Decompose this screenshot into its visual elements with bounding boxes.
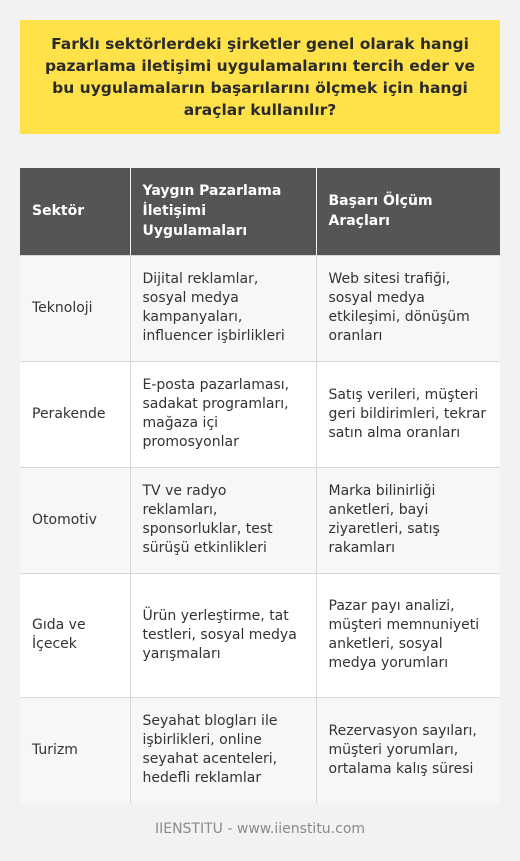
table-row [20, 361, 500, 467]
cell-sector: Otomotiv [20, 467, 130, 573]
cell-practices: E-posta pazarlaması, sadakat programları, mağaza içi promosyonlar [130, 361, 316, 467]
cell-sector: Teknoloji [20, 255, 130, 361]
footer-credit: IIENSTITU - www.iienstitu.com [154, 821, 366, 837]
table-header-row [20, 168, 500, 255]
cell-sector: Perakende [20, 361, 130, 467]
cell-tools: Satış verileri, müşteri geri bildirimleri, tekrar satın alma oranları [316, 361, 500, 467]
cell-practices: Dijital reklamlar, sosyal medya kampanyaları, influencer işbirlikleri [130, 255, 316, 361]
page-title: Farklı sektörlerdeki şirketler genel olarak hangi pazarlama iletişimi uygulamalarını tercih eder ve bu uygulamaların başarılarını ölçmek için hangi araçlar kullanılır? [44, 35, 476, 119]
table-row [20, 467, 500, 573]
cell-tools: Rezervasyon sayıları, müşteri yorumları, ortalama kalış süresi [316, 697, 500, 803]
table-row [20, 255, 500, 361]
table-row [20, 697, 500, 803]
cell-sector: Gıda ve İçecek [20, 573, 130, 697]
cell-tools: Pazar payı analizi, müşteri memnuniyeti anketleri, sosyal medya yorumları [316, 573, 500, 697]
cell-tools: Marka bilinirliği anketleri, bayi ziyaretleri, satış rakamları [316, 467, 500, 573]
cell-tools: Web sitesi trafiği, sosyal medya etkileşimi, dönüşüm oranları [316, 255, 500, 361]
title-banner [20, 20, 500, 134]
sector-table [20, 168, 500, 803]
header-sector: Sektör [20, 168, 130, 255]
header-tools: Başarı Ölçüm Araçları [316, 168, 500, 255]
header-practices: Yaygın Pazarlama İletişimi Uygulamaları [130, 168, 316, 255]
cell-sector: Turizm [20, 697, 130, 803]
cell-practices: TV ve radyo reklamları, sponsorluklar, test sürüşü etkinlikleri [130, 467, 316, 573]
table-row [20, 573, 500, 697]
cell-practices: Seyahat blogları ile işbirlikleri, online seyahat acenteleri, hedefli reklamlar [130, 697, 316, 803]
cell-practices: Ürün yerleştirme, tat testleri, sosyal medya yarışmaları [130, 573, 316, 697]
